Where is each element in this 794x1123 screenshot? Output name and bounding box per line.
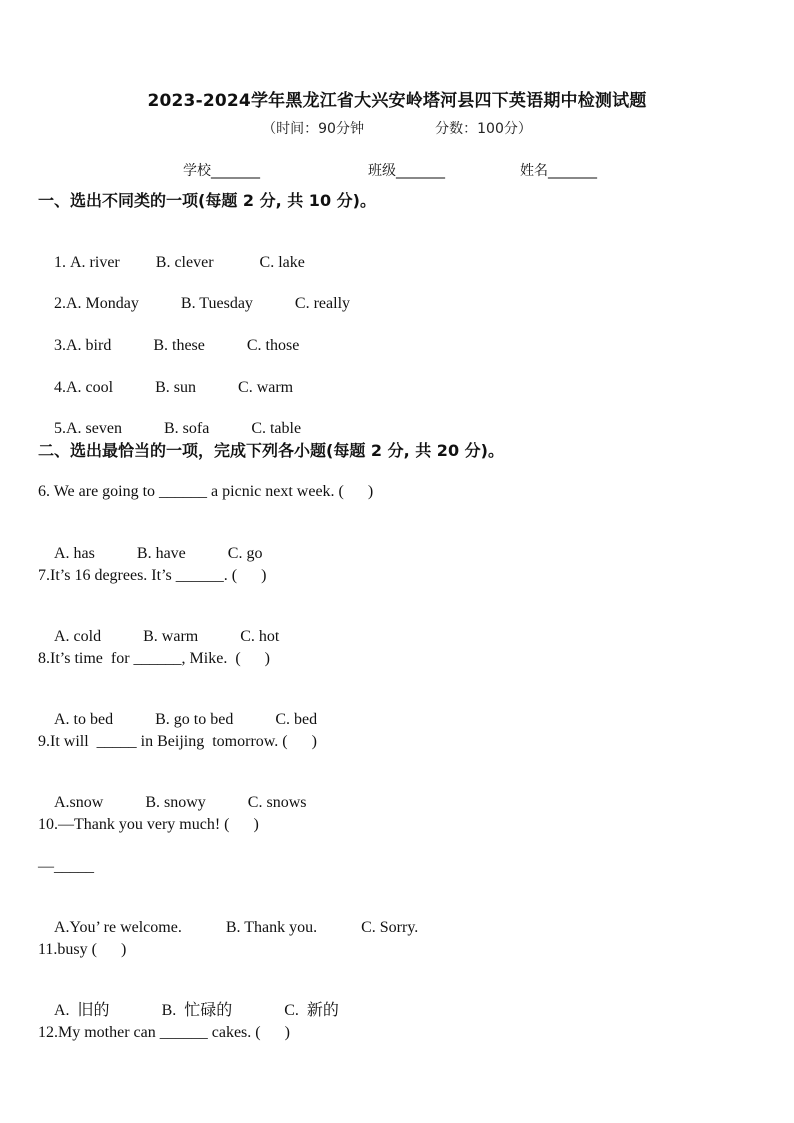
option-b: B. clever xyxy=(155,254,214,271)
school-field: 学校_______ xyxy=(183,163,260,179)
option-c: C. Sorry. xyxy=(361,919,419,936)
option-a: A. has xyxy=(54,545,95,562)
question-10-reply: —_____ xyxy=(38,858,94,875)
option-a: A. 旧的 xyxy=(54,1002,110,1019)
question-8-stem: 8.It’s time for ______, Mike. ( ) xyxy=(38,650,270,667)
question-11-stem: 11.busy ( ) xyxy=(38,941,127,958)
option-c: C. bed xyxy=(275,711,318,728)
option-b: B. Thank you. xyxy=(225,919,318,936)
question-7-stem: 7.It’s 16 degrees. It’s ______. ( ) xyxy=(38,567,267,584)
option-b: B. sofa xyxy=(163,420,210,437)
option-b: B. these xyxy=(153,337,205,354)
option-c: C. those xyxy=(246,337,300,354)
option-b: B. have xyxy=(136,545,186,562)
name-field: 姓名_______ xyxy=(520,163,597,179)
option-b: B. 忙碌的 xyxy=(161,1002,233,1019)
option-c: C. really xyxy=(294,295,351,312)
option-a: A. river xyxy=(70,254,120,271)
option-c: C. 新的 xyxy=(284,1002,339,1019)
option-a: A.snow xyxy=(54,794,104,811)
question-number: 5. xyxy=(54,420,66,437)
class-field: 班级_______ xyxy=(368,163,445,179)
option-c: C. go xyxy=(227,545,263,562)
option-a: A. bird xyxy=(66,337,112,354)
option-a: A. to bed xyxy=(54,711,114,728)
question-10-stem: 10.—Thank you very much! ( ) xyxy=(38,816,259,833)
option-b: B. snowy xyxy=(145,794,206,811)
option-a: A. cool xyxy=(66,379,114,396)
question-number: 4. xyxy=(54,379,66,396)
exam-title: 2023-2024学年黑龙江省大兴安岭塔河县四下英语期中检测试题 xyxy=(147,91,647,111)
option-c: C. table xyxy=(251,420,302,437)
option-a: A. seven xyxy=(66,420,122,437)
option-c: C. lake xyxy=(259,254,305,271)
option-b: B. Tuesday xyxy=(180,295,253,312)
option-c: C. hot xyxy=(240,628,280,645)
question-number: 2. xyxy=(54,295,66,312)
question-6-stem: 6. We are going to ______ a picnic next week. ( ) xyxy=(38,483,374,500)
option-a: A. cold xyxy=(54,628,102,645)
option-c: C. warm xyxy=(238,379,294,396)
section1-heading: 一、选出不同类的一项(每题 2 分, 共 10 分)。 xyxy=(38,191,376,210)
section2-heading: 二、选出最恰当的一项，完成下列各小题(每题 2 分, 共 20 分)。 xyxy=(38,441,504,460)
option-b: B. warm xyxy=(143,628,199,645)
option-b: B. go to bed xyxy=(155,711,234,728)
option-b: B. sun xyxy=(155,379,197,396)
option-c: C. snows xyxy=(247,794,307,811)
question-12-stem: 12.My mother can ______ cakes. ( ) xyxy=(38,1024,290,1041)
exam-subtitle: （时间：90分钟 分数：100分） xyxy=(262,121,532,137)
question-9-stem: 9.It will _____ in Beijing tomorrow. ( ) xyxy=(38,733,317,750)
option-a: A. Monday xyxy=(66,295,139,312)
question-number: 1. xyxy=(54,254,70,271)
option-a: A.You’ re welcome. xyxy=(54,919,182,936)
question-number: 3. xyxy=(54,337,66,354)
